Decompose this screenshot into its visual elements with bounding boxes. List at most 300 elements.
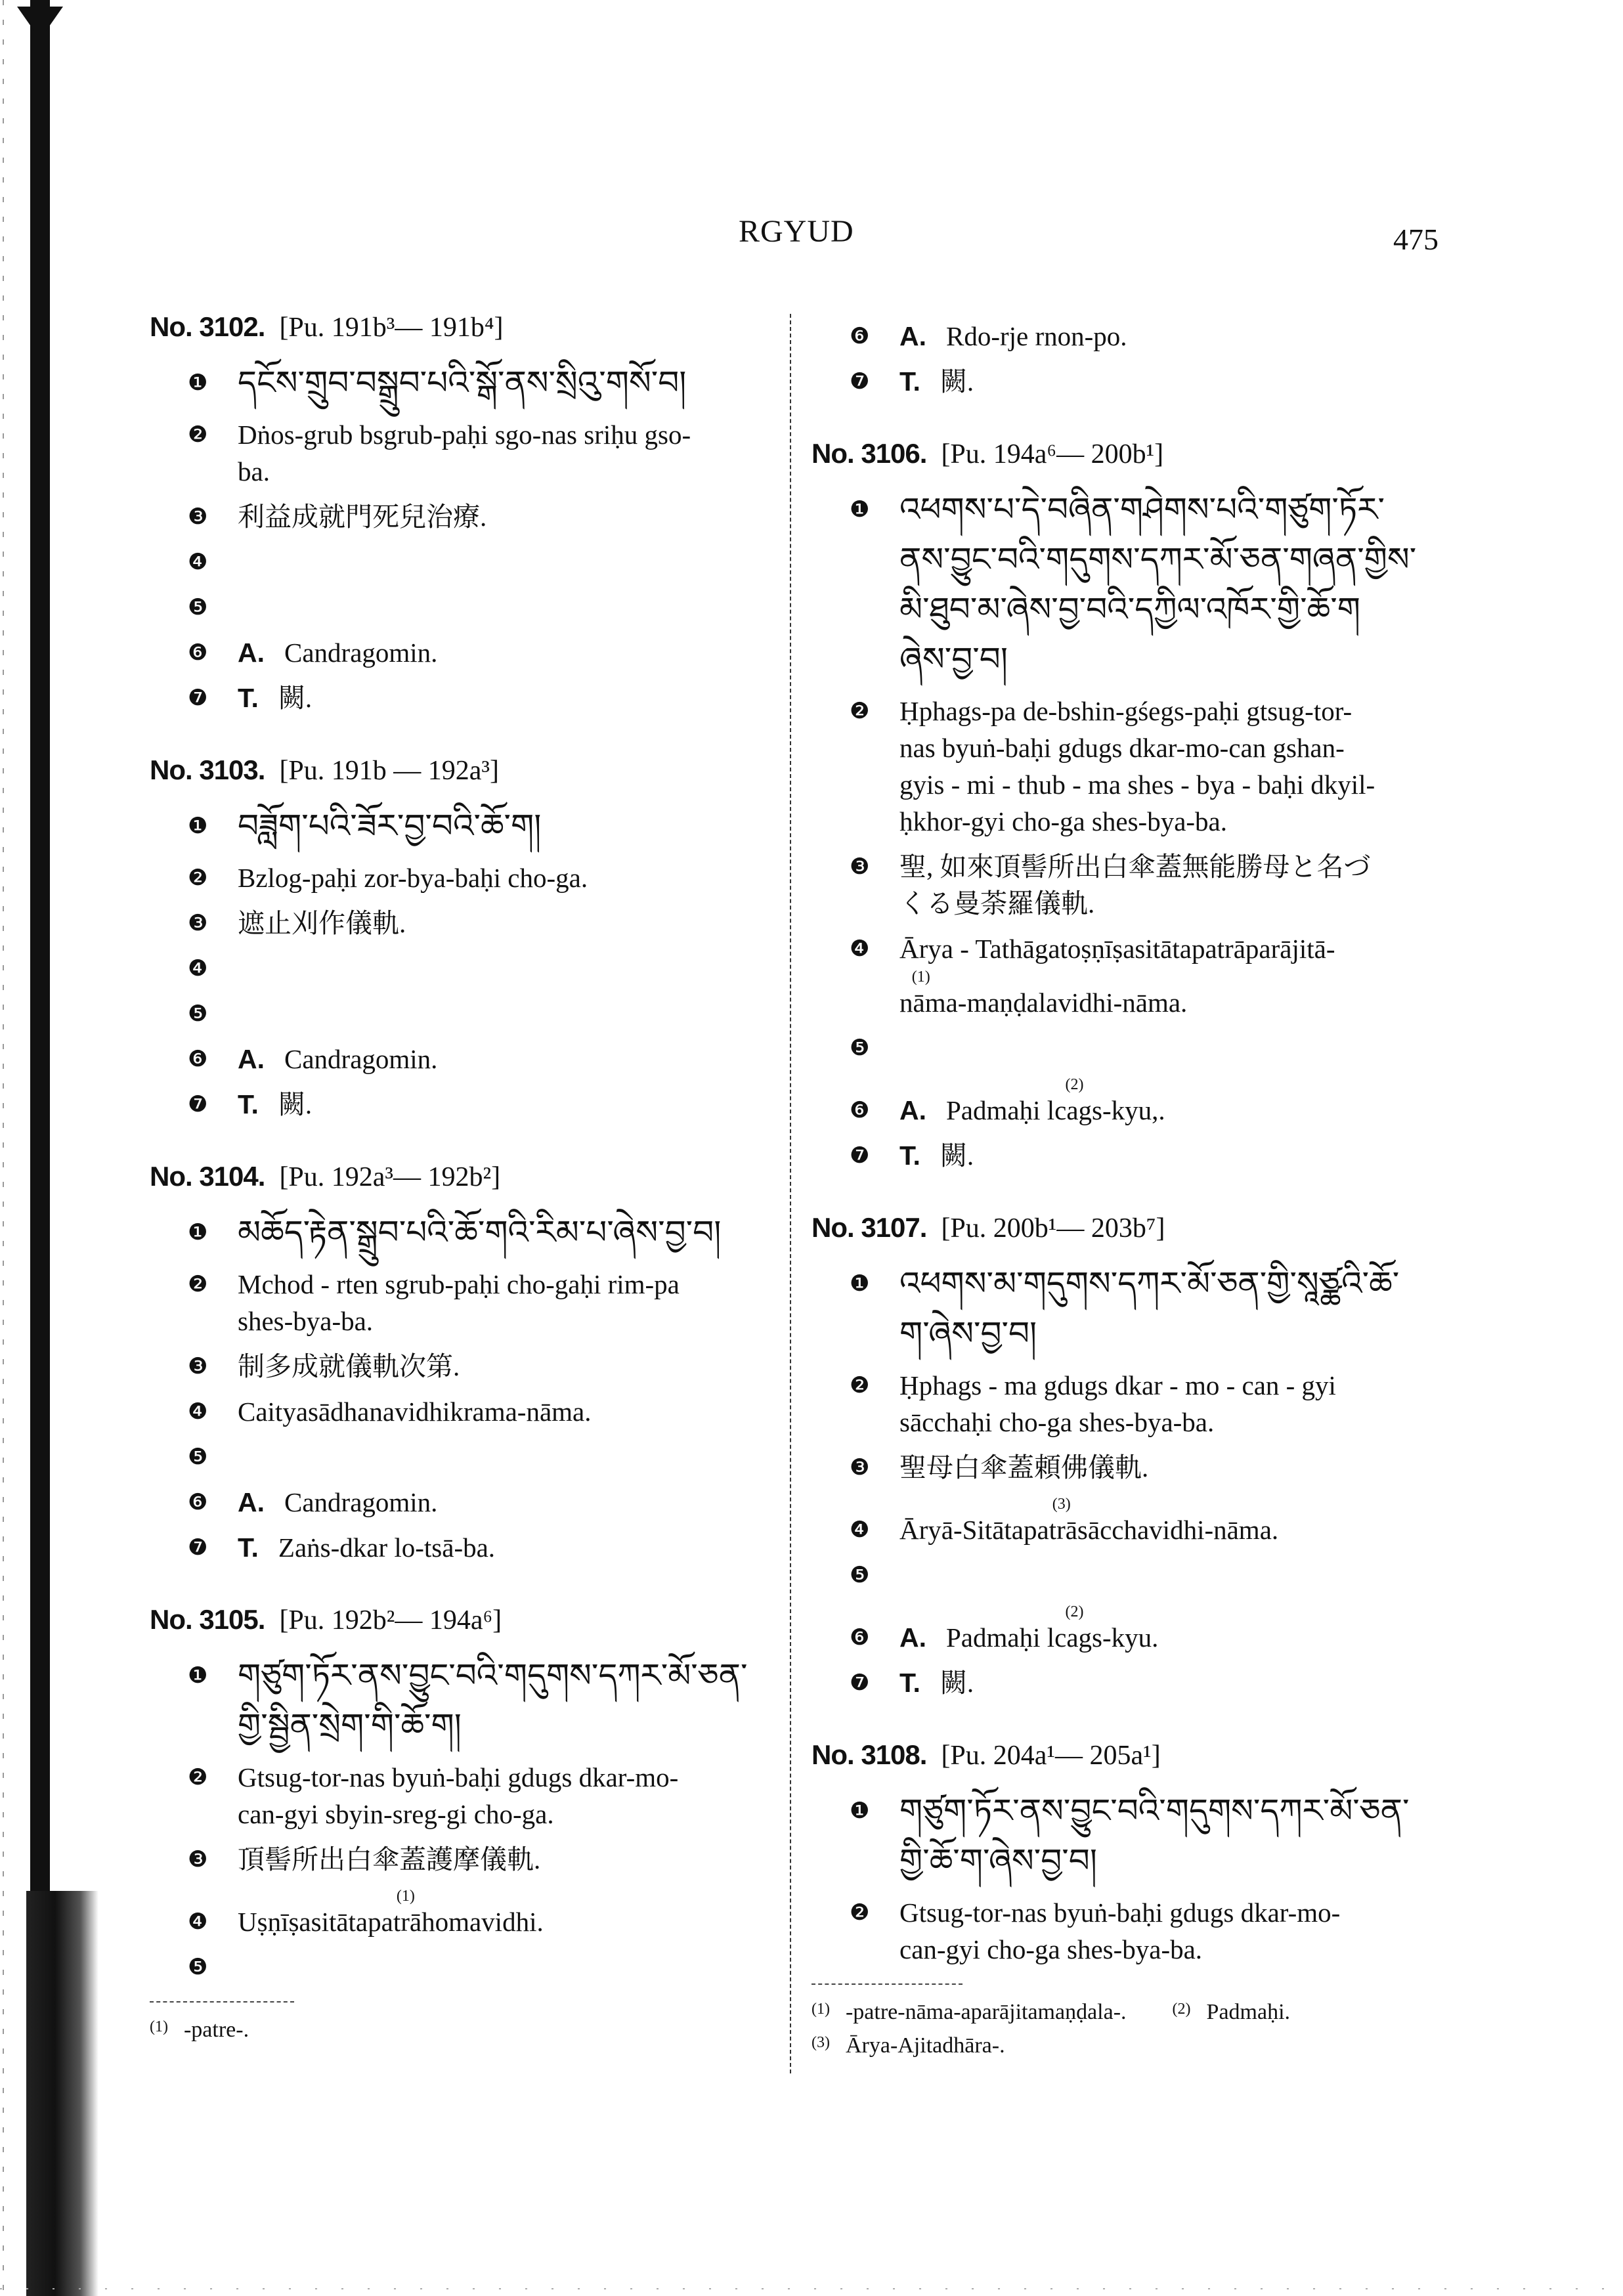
entry-field: [150, 1439, 781, 1475]
field-text: [899, 930, 1452, 967]
field-label: A.: [238, 638, 265, 668]
field-body: [899, 1664, 1452, 1701]
entry-field: [812, 1894, 1452, 1968]
field-text: [238, 1529, 781, 1566]
field-label: A.: [899, 1095, 926, 1125]
entry-field: [812, 1602, 1452, 1656]
entry-field: [150, 1266, 781, 1339]
entry-field: [812, 1664, 1452, 1701]
entry-reference: [Pu. 194a⁶— 200b¹]: [941, 439, 1164, 469]
text-segment: གྱི་ཆོ་ག་ཞེས་བྱ་བ།: [899, 1842, 1097, 1880]
field-body: [899, 1137, 1452, 1174]
field-text: [238, 1393, 781, 1430]
text-segment: མཆོད་རྟེན་སྒྲུབ་པའི་ཆོ་གའི་རིམ་པ་ཞེས་བྱ་བ།: [238, 1213, 722, 1251]
entry-field: [150, 680, 781, 716]
tibetan-title: [238, 358, 781, 408]
field-marker-icon: ❶: [188, 813, 208, 839]
text-segment: ma-maṇḍalavidhi-nāma.: [924, 987, 1188, 1018]
field-body: [238, 905, 781, 942]
tibetan-title: [899, 584, 1452, 634]
field-body: [899, 1259, 1452, 1358]
field-label: A.: [899, 1622, 926, 1653]
tibetan-title: [238, 1651, 781, 1700]
field-text: [238, 1841, 781, 1878]
entry-field: [150, 1207, 781, 1257]
footnote-mark: (1): [150, 2018, 168, 2035]
field-body: [238, 1529, 781, 1566]
entry-reference: [Pu. 191b³— 191b⁴]: [279, 313, 504, 343]
text-segment: sācchaḥi cho-ga shes-bya-ba.: [899, 1407, 1215, 1437]
text-segment: Uṣṇīṣasitātapatr: [238, 1907, 410, 1937]
text-segment: Zaṅs-dkar lo-tsā-ba.: [278, 1532, 496, 1563]
field-text: [899, 1602, 1452, 1656]
field-text: [899, 1404, 1452, 1440]
right-column: [812, 318, 1452, 2061]
text-segment: gs-kyu,.: [1078, 1095, 1165, 1125]
field-body: [899, 1894, 1452, 1968]
footnote-row: [150, 2012, 781, 2045]
text-segment: 闕.: [940, 366, 974, 397]
field-marker-icon: ❹: [850, 936, 870, 962]
text-segment: 闕.: [278, 683, 313, 713]
footnote-row: [812, 2027, 1452, 2061]
field-marker-icon: ❷: [188, 1271, 208, 1297]
entry-field: [150, 1886, 781, 1940]
entry-field: [150, 358, 781, 408]
text-segment: འཕགས་པ་དེ་བཞིན་གཤེགས་པའི་གཙུག་ཏོར་: [899, 490, 1385, 529]
text-segment: Ḥphags - ma gdugs dkar - mo - can - gyi: [899, 1370, 1336, 1400]
field-body: [899, 363, 1452, 400]
text-segment: ག་ཞེས་བྱ་བ།: [899, 1314, 1037, 1353]
entry-field: [812, 1259, 1452, 1358]
field-marker-icon: ❺: [188, 594, 208, 620]
field-label: T.: [238, 1089, 259, 1119]
field-text: [899, 1494, 1452, 1548]
entry-field: [150, 416, 781, 490]
entry-field: [812, 1367, 1452, 1440]
text-segment: gs-kyu.: [1078, 1622, 1159, 1653]
field-marker-icon: ❸: [850, 854, 870, 880]
entry-heading: [812, 435, 1452, 473]
entry-reference: [Pu. 192b²— 194a⁶]: [279, 1605, 502, 1635]
tibetan-title: [899, 1836, 1452, 1886]
entry-field: [150, 859, 781, 896]
entry-field: [812, 1029, 1452, 1066]
entry-field: [812, 693, 1452, 840]
field-marker-icon: ❹: [188, 1909, 208, 1935]
footnotes: [150, 2001, 781, 2045]
entry-reference: [Pu. 192a³— 192b²]: [279, 1162, 501, 1192]
text-segment: ba.: [238, 456, 270, 487]
entry-field: [150, 905, 781, 942]
tibetan-title: [238, 1700, 781, 1750]
field-text: [238, 1759, 781, 1796]
text-segment: བཟློག་པའི་ཟོར་བྱ་བའི་ཆོ་ག།: [238, 807, 542, 845]
text-segment: āhomavidhi.: [409, 1907, 544, 1937]
field-text: [899, 1367, 1452, 1404]
entry-reference: [Pu. 200b¹— 203b⁷]: [941, 1213, 1165, 1244]
text-segment: 闕.: [940, 1140, 974, 1171]
field-marker-icon: ❼: [188, 1091, 208, 1117]
field-label: A.: [238, 1044, 265, 1074]
entry-field: [150, 1651, 781, 1750]
entry-field: [150, 498, 781, 535]
tibetan-title: [899, 485, 1452, 534]
text-segment: 聖母白傘蓋頼佛儀軌.: [899, 1452, 1149, 1483]
entry-field: [150, 1041, 781, 1077]
field-marker-icon: ❸: [188, 1846, 208, 1873]
field-label: T.: [238, 683, 259, 713]
entry-field: [150, 1529, 781, 1566]
field-marker-icon: ❷: [850, 1899, 870, 1926]
field-marker-icon: ❻: [850, 323, 870, 349]
scan-edge-speckle: [3, 0, 4, 2296]
text-segment: འཕགས་མ་གདུགས་དཀར་མོ་ཅན་གྱི་སཱཙྪའི་ཆོ་: [899, 1265, 1400, 1303]
footnote-ref-mark: (3): [1052, 1496, 1071, 1513]
text-segment: gyis - mi - thub - ma shes - bya - baḥi dkyil-: [899, 769, 1375, 800]
field-marker-icon: ❸: [850, 1454, 870, 1481]
entry-field: [150, 1949, 781, 1985]
footnote-ref-mark: (2): [1065, 1603, 1084, 1620]
entry-number: No. 3107.: [812, 1212, 927, 1243]
entry-field: [812, 485, 1452, 684]
text-segment: can-gyi cho-ga shes-bya-ba.: [899, 1934, 1203, 1964]
field-marker-icon: ❶: [188, 1662, 208, 1689]
text-segment: Āryā-Sitātapatr: [899, 1515, 1066, 1545]
field-marker-icon: ❼: [188, 685, 208, 711]
field-label: A.: [899, 321, 926, 351]
field-body: [238, 1266, 781, 1339]
field-text: [238, 416, 781, 453]
entry-heading: [150, 309, 781, 346]
entry-number: No. 3104.: [150, 1161, 265, 1192]
footnote-ref-mark: (1): [911, 968, 930, 986]
field-marker-icon: ❸: [188, 504, 208, 530]
text-segment: Dṅos-grub bsgrub-paḥi sgo-nas sriḥu gso-: [238, 420, 691, 450]
text-segment: ḥkhor-gyi cho-ga shes-bya-ba.: [899, 806, 1227, 836]
field-label: T.: [899, 1668, 920, 1698]
footnote-ref-mark: (2): [1065, 1076, 1084, 1093]
entry-field: [150, 801, 781, 851]
field-text: [899, 803, 1452, 840]
text-segment: ཞེས་བྱ་བ།: [899, 640, 1008, 678]
catalogue-entry: [150, 752, 781, 1123]
field-text: [899, 1075, 1452, 1129]
entry-reference: [Pu. 204a¹— 205a¹]: [941, 1741, 1161, 1771]
footnote-rule: [812, 1983, 963, 1985]
footnote-mark: (1): [812, 2001, 830, 2018]
page-number: 475: [1393, 223, 1439, 256]
field-text: [899, 1894, 1452, 1931]
field-text: [238, 1266, 781, 1303]
field-body: [899, 848, 1452, 922]
text-segment: Mchod - rten sgrub-paḥi cho-gaḥi rim-pa: [238, 1269, 680, 1299]
field-body: [238, 1086, 781, 1123]
entry-field: [812, 1137, 1452, 1174]
field-text: [899, 729, 1452, 766]
entry-number: No. 3105.: [150, 1604, 265, 1635]
entry-field: [812, 1449, 1452, 1486]
field-body: [899, 1449, 1452, 1486]
field-marker-icon: ❹: [188, 1398, 208, 1425]
running-head: RGYUD: [739, 214, 854, 249]
field-label: T.: [899, 366, 920, 397]
field-marker-icon: ❻: [188, 639, 208, 666]
field-body: [238, 1041, 781, 1077]
field-text: [238, 905, 781, 942]
text-segment: 利益成就門死兒治療.: [238, 502, 487, 532]
entry-field: [812, 1557, 1452, 1593]
field-marker-icon: ❻: [850, 1097, 870, 1123]
field-marker-icon: ❺: [188, 1001, 208, 1027]
text-segment: གཙུག་ཏོར་ནས་བྱུང་བའི་གདུགས་དཀར་མོ་ཅན་: [899, 1792, 1410, 1830]
entry-field: [812, 318, 1452, 355]
field-marker-icon: ❷: [188, 422, 208, 448]
footnote: [812, 2027, 1005, 2061]
footnote: [812, 1994, 1127, 2027]
text-segment: can-gyi sbyin-sreg-gi cho-ga.: [238, 1799, 554, 1829]
field-body: [238, 1207, 781, 1257]
field-body: [899, 318, 1452, 355]
text-segment: 制多成就儀軌次第.: [238, 1351, 460, 1381]
text-segment: Candragomin.: [284, 638, 438, 668]
entry-field: [150, 1086, 781, 1123]
text-segment: དངོས་གྲུབ་བསྒྲུབ་པའི་སྒོ་ནས་སྲིའུ་གསོ་བ།: [238, 364, 687, 402]
text-segment: Caityasādhanavidhikrama-nāma.: [238, 1397, 592, 1427]
tibetan-title: [899, 1259, 1452, 1309]
entry-field: [150, 1484, 781, 1521]
entry-field: [150, 589, 781, 626]
catalogue-entry: [150, 1601, 781, 1985]
binding-shadow-top: [17, 7, 63, 33]
text-segment: 聖, 如來頂髻所出白傘蓋無能勝母と名づ: [899, 852, 1371, 882]
entry-field: [812, 363, 1452, 400]
text-segment: Padmaḥi lca: [946, 1095, 1079, 1125]
field-text: [238, 680, 781, 716]
entry-number: No. 3108.: [812, 1739, 927, 1770]
text-segment: གྱི་སྦྱིན་སྲེག་གི་ཆོ་ག།: [238, 1706, 462, 1744]
field-text: [238, 1303, 781, 1339]
entry-heading: [150, 752, 781, 789]
binding-blotch: [26, 1891, 98, 2296]
field-marker-icon: ❼: [188, 1534, 208, 1561]
text-segment: Ḥphags-pa de-bshin-gśegs-paḥi gtsug-tor-: [899, 696, 1352, 726]
scan-bottom-edge: [0, 2288, 1623, 2289]
entry-reference: [Pu. 191b — 192a³]: [279, 756, 500, 786]
field-text: [899, 848, 1452, 885]
entry-number: No. 3103.: [150, 754, 265, 785]
field-text: [899, 766, 1452, 803]
entry-field: [150, 544, 781, 580]
field-body: [899, 1367, 1452, 1440]
footnote-rule: [150, 2001, 294, 2003]
field-marker-icon: ❶: [850, 1798, 870, 1824]
field-text: [899, 1664, 1452, 1701]
catalogue-entry: [150, 309, 781, 716]
footnote-text: Padmaḥi.: [1206, 2000, 1291, 2024]
field-text: [899, 967, 1452, 1021]
field-text: [899, 693, 1452, 729]
catalogue-entry: [812, 1209, 1452, 1701]
entry-field: [150, 1348, 781, 1385]
entry-field: [812, 1786, 1452, 1886]
field-text: [238, 1348, 781, 1385]
text-segment: Candragomin.: [284, 1044, 438, 1074]
field-text: [899, 1137, 1452, 1174]
field-body: [899, 930, 1452, 1021]
field-marker-icon: ❷: [188, 865, 208, 891]
field-text: [899, 318, 1452, 355]
field-marker-icon: ❻: [188, 1046, 208, 1072]
catalogue-entry: [812, 1737, 1452, 1968]
tibetan-title: [899, 1786, 1452, 1836]
field-text: [238, 1086, 781, 1123]
field-marker-icon: ❹: [188, 549, 208, 575]
entry-heading: [812, 1209, 1452, 1247]
tibetan-title: [899, 1309, 1452, 1358]
tibetan-title: [899, 634, 1452, 684]
entry-field: [150, 634, 781, 671]
entry-field: [150, 1759, 781, 1832]
footnote-text: -patre-nāma-aparājitamaṇḍala-.: [845, 2000, 1127, 2024]
text-segment: くる曼荼羅儀軌.: [899, 888, 1095, 919]
field-body: [238, 498, 781, 535]
field-marker-icon: ❹: [850, 1517, 870, 1543]
catalogue-entry: [812, 318, 1452, 400]
field-body: [238, 1759, 781, 1832]
field-marker-icon: ❶: [850, 496, 870, 523]
entry-heading: [812, 1737, 1452, 1774]
text-segment: Gtsug-tor-nas byuṅ-baḥi gdugs dkar-mo-: [238, 1762, 679, 1792]
field-text: [238, 1886, 781, 1940]
catalogue-entry: [812, 435, 1452, 1174]
field-body: [238, 358, 781, 408]
field-text: [238, 859, 781, 896]
footnote-mark: (3): [812, 2034, 830, 2051]
text-segment: nas byuṅ-baḥi gdugs dkar-mo-can gshan-: [899, 733, 1345, 763]
field-marker-icon: ❸: [188, 910, 208, 936]
entry-field: [812, 1075, 1452, 1129]
entry-field: [150, 1393, 781, 1430]
field-text: [238, 634, 781, 671]
field-body: [238, 1393, 781, 1430]
footnote-text: Ārya-Ajitadhāra-.: [845, 2033, 1005, 2058]
text-segment: 闕.: [940, 1668, 974, 1698]
field-marker-icon: ❶: [188, 370, 208, 396]
field-body: [238, 416, 781, 490]
field-text: [899, 1931, 1452, 1968]
entry-field: [812, 930, 1452, 1021]
field-marker-icon: ❻: [188, 1489, 208, 1515]
text-segment: མི་ཐུབ་མ་ཞེས་བྱ་བའི་དཀྱིལ་འཁོར་གྱི་ཆོ་ག: [899, 590, 1360, 628]
text-segment: āsācchavidhi-nāma.: [1065, 1515, 1279, 1545]
column-divider: [790, 314, 791, 2073]
field-marker-icon: ❺: [188, 1444, 208, 1470]
footnote-row: [812, 1994, 1452, 2027]
footnote-mark: (2): [1172, 2001, 1191, 2018]
footnotes: [812, 1983, 1452, 2061]
field-body: [899, 1075, 1452, 1129]
field-body: [238, 1651, 781, 1750]
field-text: [899, 885, 1452, 922]
text-segment: nā: [899, 987, 925, 1018]
entry-number: No. 3102.: [150, 311, 265, 342]
footnote: [150, 2012, 249, 2045]
field-body: [238, 634, 781, 671]
field-marker-icon: ❼: [850, 1670, 870, 1696]
text-segment: Candragomin.: [284, 1487, 438, 1517]
field-label: A.: [238, 1487, 265, 1517]
field-text: [238, 453, 781, 490]
catalogue-entry: [150, 1158, 781, 1566]
footnote: [1173, 1994, 1290, 2027]
field-body: [238, 859, 781, 896]
text-segment: Rdo-rje rnon-po.: [946, 321, 1127, 351]
field-marker-icon: ❺: [850, 1035, 870, 1061]
entry-field: [150, 995, 781, 1032]
entry-number: No. 3106.: [812, 438, 927, 469]
field-body: [899, 693, 1452, 840]
footnote-ref-mark: (1): [396, 1888, 415, 1905]
field-text: [238, 1796, 781, 1832]
text-segment: Padmaḥi lca: [946, 1622, 1079, 1653]
field-text: [238, 1041, 781, 1077]
field-text: [899, 1449, 1452, 1486]
field-body: [899, 1786, 1452, 1886]
field-marker-icon: ❷: [850, 1372, 870, 1398]
tibetan-title: [238, 801, 781, 851]
field-body: [238, 1886, 781, 1940]
text-segment: 遮止刈作儀軌.: [238, 908, 406, 938]
entry-heading: [150, 1158, 781, 1196]
field-marker-icon: ❷: [850, 698, 870, 724]
field-marker-icon: ❶: [850, 1270, 870, 1297]
entry-field: [150, 1841, 781, 1878]
field-text: [899, 363, 1452, 400]
tibetan-title: [238, 1207, 781, 1257]
field-body: [238, 1348, 781, 1385]
field-marker-icon: ❼: [850, 368, 870, 395]
text-segment: 頂髻所出白傘蓋護摩儀軌.: [238, 1844, 541, 1874]
field-text: [238, 1484, 781, 1521]
entry-heading: [150, 1601, 781, 1639]
field-marker-icon: ❷: [188, 1764, 208, 1790]
field-label: T.: [899, 1140, 920, 1171]
field-body: [238, 1841, 781, 1878]
field-marker-icon: ❼: [850, 1142, 870, 1169]
field-marker-icon: ❹: [188, 955, 208, 982]
field-label: T.: [238, 1532, 259, 1563]
field-body: [899, 1602, 1452, 1656]
field-body: [238, 801, 781, 851]
field-body: [899, 485, 1452, 684]
footnote-text: -patre-.: [183, 2018, 249, 2042]
text-segment: གཙུག་ཏོར་ནས་བྱུང་བའི་གདུགས་དཀར་མོ་ཅན་: [238, 1657, 748, 1695]
entry-field: [812, 1494, 1452, 1548]
field-body: [238, 680, 781, 716]
text-segment: Ārya - Tathāgatoṣṇīṣasitātapatrāparājitā-: [899, 934, 1335, 964]
text-segment: shes-bya-ba.: [238, 1306, 374, 1336]
field-marker-icon: ❺: [850, 1562, 870, 1588]
field-body: [238, 1484, 781, 1521]
text-segment: 闕.: [278, 1089, 313, 1119]
entry-field: [812, 848, 1452, 922]
text-segment: Gtsug-tor-nas byuṅ-baḥi gdugs dkar-mo-: [899, 1897, 1341, 1928]
field-marker-icon: ❸: [188, 1353, 208, 1379]
field-body: [899, 1494, 1452, 1548]
left-column: [150, 309, 781, 2045]
field-marker-icon: ❶: [188, 1219, 208, 1245]
